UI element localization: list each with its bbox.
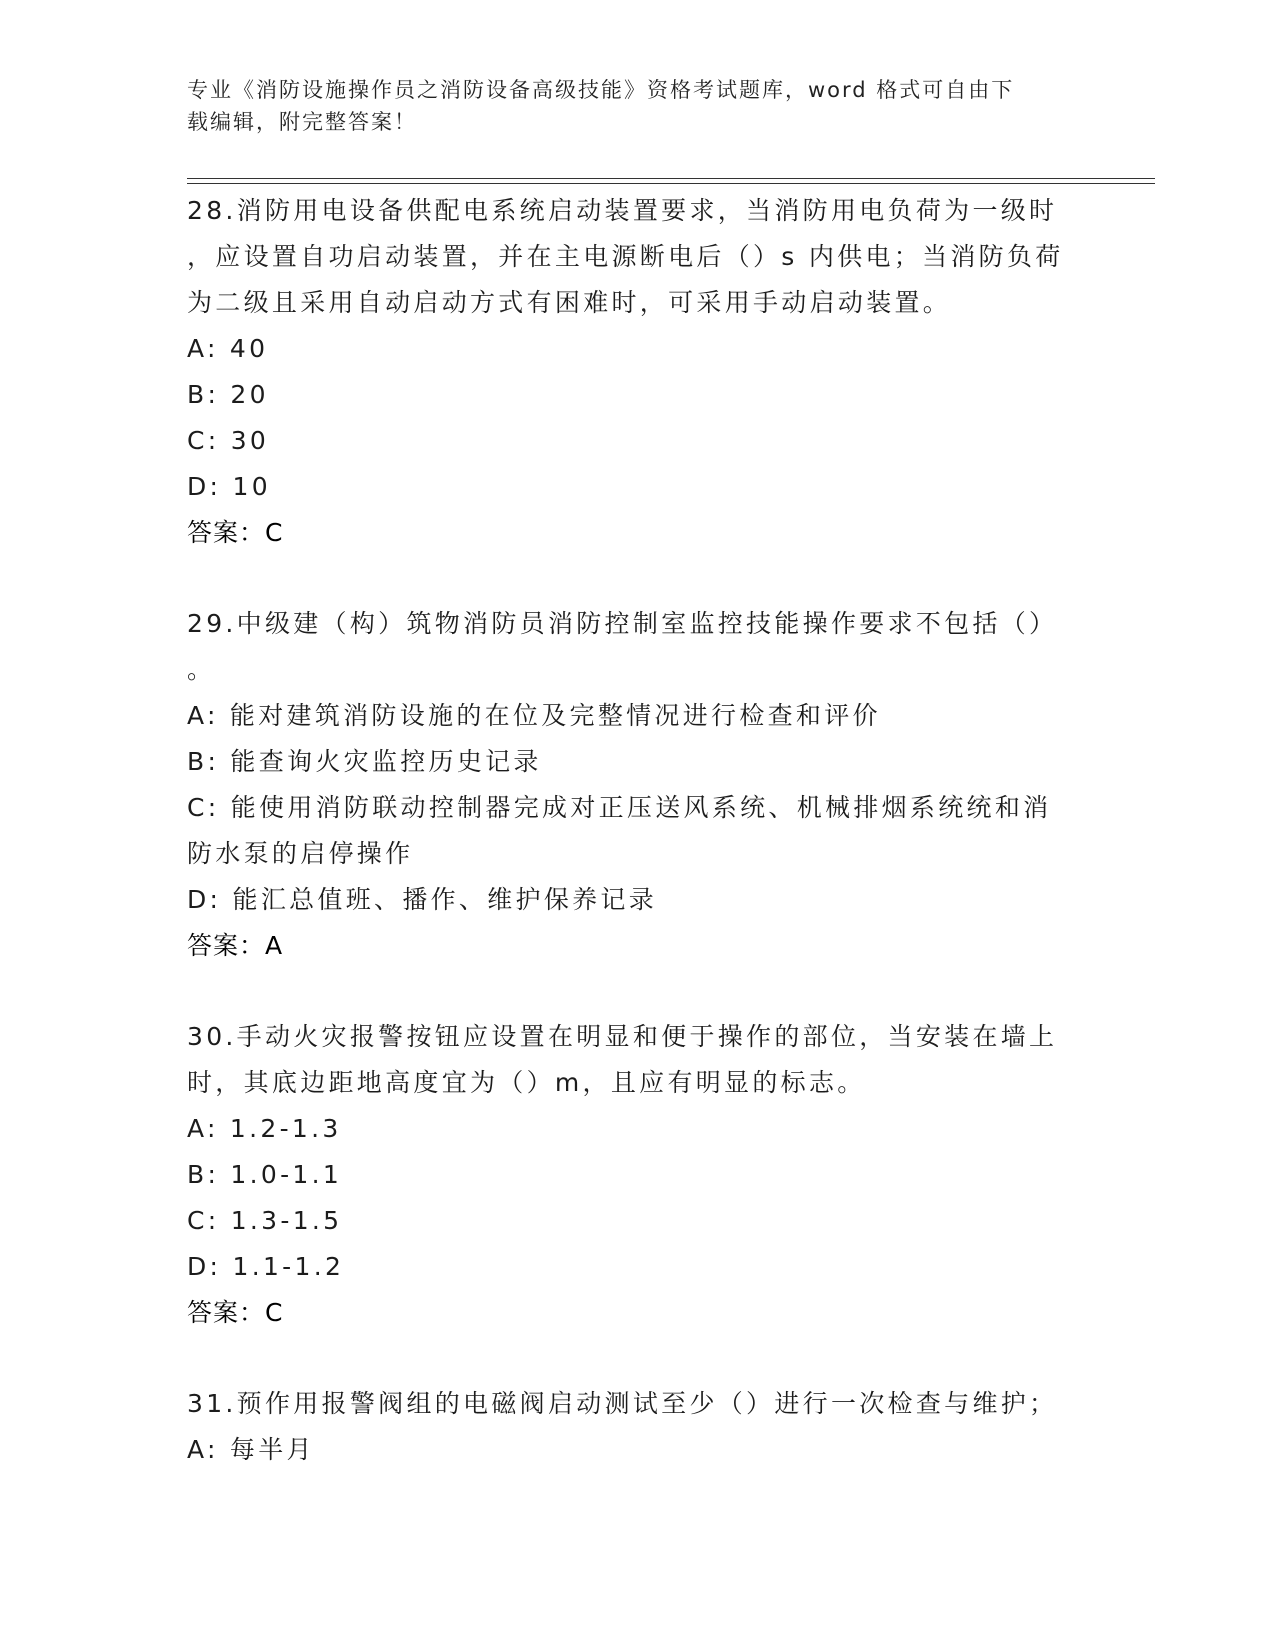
question-text-line: 29.中级建（构）筑物消防员消防控制室监控技能操作要求不包括（） (187, 609, 1058, 638)
question-spacer (187, 969, 1087, 1014)
answer-label: 答案：C (187, 1298, 284, 1327)
question-28 (187, 188, 1087, 556)
header-divider-bottom (187, 183, 1155, 184)
option-c-continued: 防水泵的启停操作 (187, 839, 414, 868)
question-spacer (187, 556, 1087, 601)
question-text-line: 30.手动火灾报警按钮应设置在明显和便于操作的部位，当安装在墙上 (187, 1022, 1058, 1051)
option-a: A: 每半月 (187, 1435, 315, 1464)
option-b: B: 1.0-1.1 (187, 1160, 343, 1189)
header-line-2: 载编辑，附完整答案！ (187, 110, 417, 134)
question-text-line: 时，其底边距地高度宜为（）m，且应有明显的标志。 (187, 1068, 866, 1097)
question-text-line: ，应设置自功启动装置，并在主电源断电后（）s 内供电；当消防负荷 (187, 242, 1064, 271)
option-d: D: 1.1-1.2 (187, 1252, 345, 1281)
option-a: A: 40 (187, 334, 269, 363)
option-a: A: 能对建筑消防设施的在位及完整情况进行检查和评价 (187, 701, 881, 730)
header-line-1: 专业《消防设施操作员之消防设备高级技能》资格考试题库，word 格式可自由下 (187, 78, 1015, 102)
option-d: D: 能汇总值班、播作、维护保养记录 (187, 885, 658, 914)
answer-label: 答案：C (187, 518, 284, 547)
question-text-line: 。 (187, 655, 216, 684)
option-a: A: 1.2-1.3 (187, 1114, 342, 1143)
option-b: B: 20 (187, 380, 269, 409)
option-c: C: 30 (187, 426, 270, 455)
option-b: B: 能查询火灾监控历史记录 (187, 747, 542, 776)
question-list (187, 188, 1087, 1473)
question-text-line: 31.预作用报警阀组的电磁阀启动测试至少（）进行一次检查与维护； (187, 1389, 1058, 1418)
option-c: C: 能使用消防联动控制器完成对正压送风系统、机械排烟系统统和消 (187, 793, 1052, 822)
question-text-line: 28.消防用电设备供配电系统启动装置要求，当消防用电负荷为一级时 (187, 196, 1058, 225)
question-text-line: 为二级且采用自动启动方式有困难时，可采用手动启动装置。 (187, 288, 952, 317)
option-d: D: 10 (187, 472, 271, 501)
question-spacer (187, 1336, 1087, 1381)
question-30 (187, 1014, 1087, 1336)
document-header (187, 74, 1067, 138)
answer-label: 答案：A (187, 931, 284, 960)
header-divider-top (187, 178, 1155, 179)
option-c: C: 1.3-1.5 (187, 1206, 343, 1235)
question-31 (187, 1381, 1087, 1473)
question-29 (187, 601, 1087, 969)
